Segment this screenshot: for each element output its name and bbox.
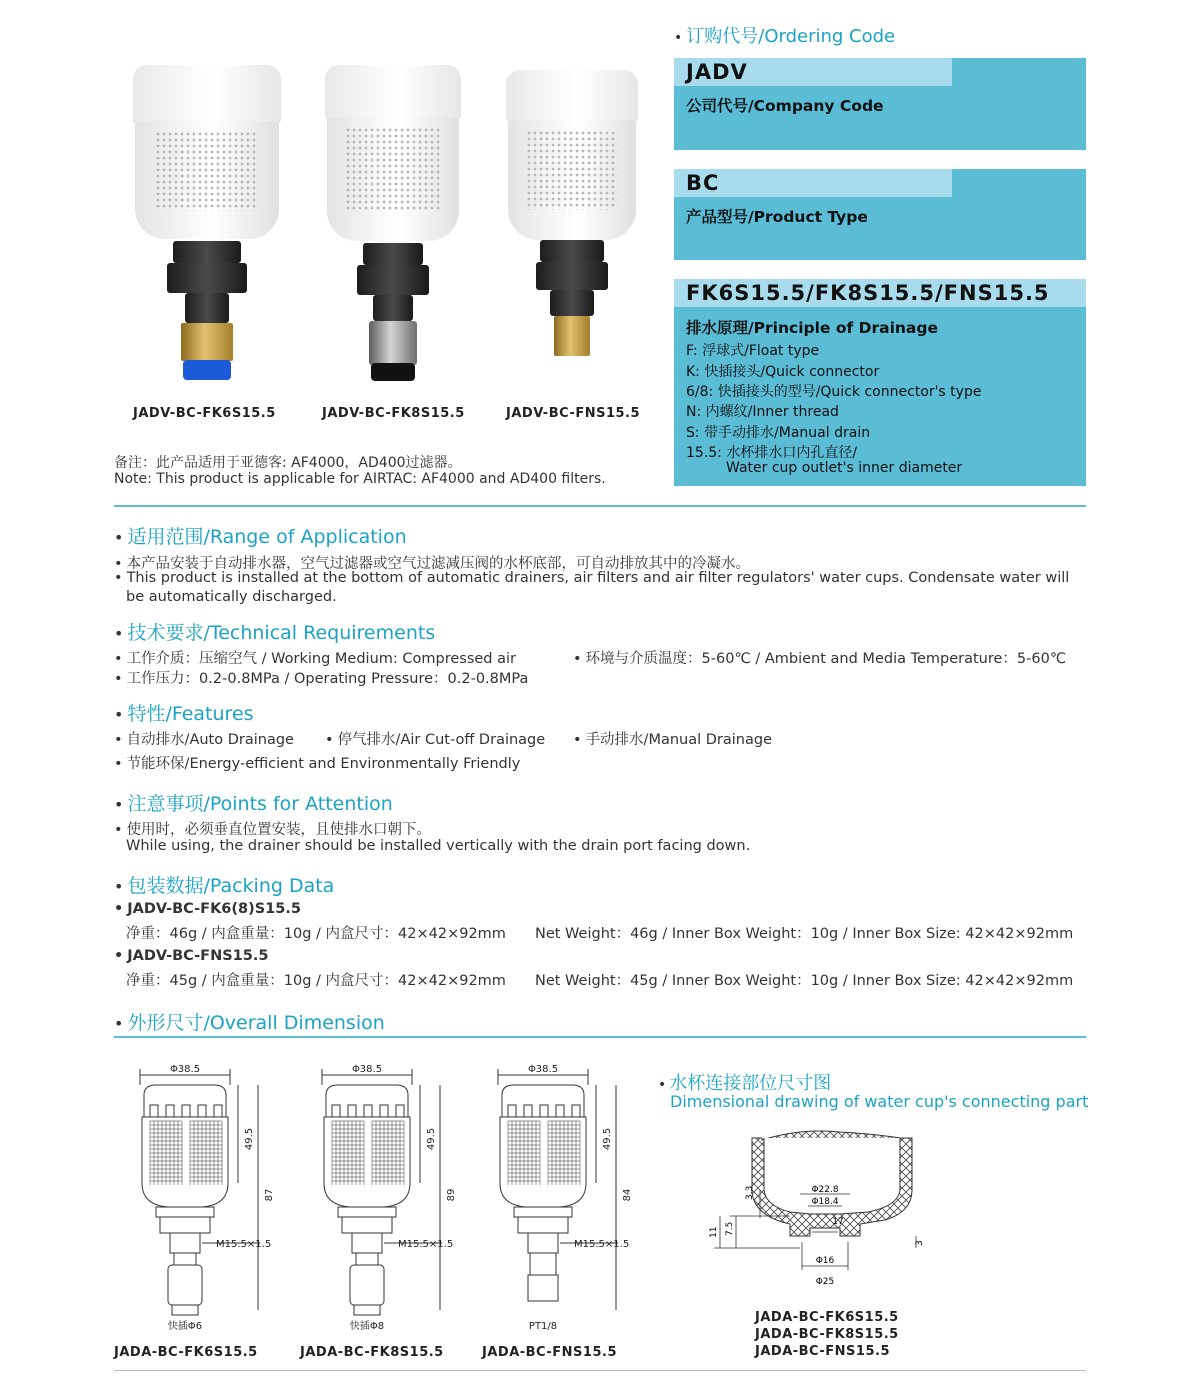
ordering-code-title: • 订购代号/Ordering Code xyxy=(674,26,896,47)
fitting-outline xyxy=(172,1305,198,1315)
fitting-outline xyxy=(354,1305,380,1315)
cup-title-cn: • 水杯连接部位尺寸图 xyxy=(658,1073,832,1094)
divider xyxy=(114,1036,1086,1038)
product-label-fk8: JADV-BC-FK8S15.5 xyxy=(322,406,465,421)
cup-title-cn-text: 水杯连接部位尺寸图 xyxy=(669,1073,832,1094)
note-en: Note: This product is applicable for AIRTAC: AF4000 and AD400 filters. xyxy=(114,471,606,487)
cap-tooth xyxy=(150,1105,158,1117)
technical-title: • 技术要求/Technical Requirements xyxy=(114,622,436,644)
cap-tooth xyxy=(572,1105,580,1117)
cap-tooth xyxy=(556,1105,564,1117)
drainage-item: K: 快插接头/Quick connector xyxy=(686,364,880,380)
cup-caption-1: JADA-BC-FK6S15.5 xyxy=(755,1310,899,1325)
drainage-item: 6/8: 快插接头的型号/Quick connector's type xyxy=(686,384,982,400)
dim-height2-label: 89 xyxy=(446,1188,457,1202)
tech-pressure: • 工作压力：0.2-0.8MPa / Operating Pressure：0.2-0.8MPa xyxy=(114,671,529,687)
packing-en-2: Net Weight：45g / Inner Box Weight：10g / Inner Box Size: 42×42×92mm xyxy=(535,973,1074,989)
cup-dim-v3: 11 xyxy=(709,1226,719,1238)
fitting-outline xyxy=(530,1253,556,1275)
attention-cn-text: 使用时，必须垂直位置安装，且使排水口朝下。 xyxy=(126,822,432,838)
product-label-fns: JADV-BC-FNS15.5 xyxy=(506,406,641,421)
packing-model-2: • JADV-BC-FNS15.5 xyxy=(114,948,269,964)
dim-height1-label: 49.5 xyxy=(602,1127,613,1151)
nut-outline xyxy=(518,1217,568,1233)
attention-title: • 注意事项/Points for Attention xyxy=(114,793,393,815)
dim-thread-label: M15.5×1.5 xyxy=(574,1239,630,1250)
application-cn-text: 本产品安装于自动排水器，空气过滤器或空气过滤减压阀的水杯底部，可自动排放其中的冷凝水。 xyxy=(126,556,751,572)
dim-top-label: Φ38.5 xyxy=(169,1064,201,1075)
cap-tooth xyxy=(348,1105,356,1117)
features-title-text: 特性/Features xyxy=(127,703,254,725)
cap-tooth xyxy=(364,1105,372,1117)
cap-tooth xyxy=(332,1105,340,1117)
packing-cn-2: 净重：45g / 内盒重量：10g / 内盒尺寸：42×42×92mm xyxy=(126,973,506,989)
packing-model-1: • JADV-BC-FK6(8)S15.5 xyxy=(114,901,301,917)
features-title: • 特性/Features xyxy=(114,703,254,725)
drainage-code-value: FK6S15.5/FK8S15.5/FNS15.5 xyxy=(674,279,1086,307)
dimension-title: • 外形尺寸/Overall Dimension xyxy=(114,1012,385,1034)
body-outline xyxy=(142,1117,228,1207)
product-label-fk6: JADV-BC-FK6S15.5 xyxy=(133,406,276,421)
packing-en-1: Net Weight：46g / Inner Box Weight：10g / Inner Box Size: 42×42×92mm xyxy=(535,926,1074,942)
cap-tooth xyxy=(508,1105,516,1117)
drainage-item: S: 带手动排水/Manual drain xyxy=(686,425,871,441)
dim-bottom-label: PT1/8 xyxy=(528,1321,558,1332)
dim-height2-label: 84 xyxy=(622,1188,633,1202)
ordering-code-title-text: 订购代号/Ordering Code xyxy=(686,26,896,47)
thread-outline xyxy=(528,1233,558,1253)
feature-text: 手动排水/Manual Drainage xyxy=(585,732,772,748)
company-code-block xyxy=(674,58,1086,150)
application-cn: • 本产品安装于自动排水器，空气过滤器或空气过滤减压阀的水杯底部，可自动排放其中的冷凝水。 xyxy=(114,556,751,572)
product-type-label: 产品型号/Product Type xyxy=(686,208,868,226)
application-title: • 适用范围/Range of Application xyxy=(114,526,407,548)
product-type-block xyxy=(674,169,1086,260)
cup-caption-3: JADA-BC-FNS15.5 xyxy=(755,1344,890,1359)
drawing-caption-3: JADA-BC-FNS15.5 xyxy=(482,1345,617,1360)
dimension-drawing-1 xyxy=(110,1055,300,1340)
tech-temp: • 环境与介质温度：5-60℃ / Ambient and Media Temperature：5-60℃ xyxy=(573,651,1067,667)
application-title-text: 适用范围/Range of Application xyxy=(127,526,407,548)
cup-caption-2: JADA-BC-FK8S15.5 xyxy=(755,1327,899,1342)
feature-text: 停气排水/Air Cut-off Drainage xyxy=(337,732,546,748)
application-en-text: This product is installed at the bottom of automatic drainers, air filters and air filter regulators' water cups. Condensate water will xyxy=(126,570,1070,586)
fitting-outline xyxy=(168,1265,202,1305)
feature-item: • 自动排水/Auto Drainage xyxy=(114,732,294,748)
company-code-label: 公司代号/Company Code xyxy=(686,97,884,115)
product-image-fk8 xyxy=(325,65,461,385)
body-outline xyxy=(500,1117,586,1207)
attention-en: While using, the drainer should be installed vertically with the drain port facing down. xyxy=(126,838,751,854)
drainage-item: Water cup outlet's inner diameter xyxy=(726,460,963,476)
application-en: • This product is installed at the bottom of automatic drainers, air filters and air filter regulators' water cups. Condensate water will xyxy=(114,570,1070,586)
company-code-value: JADV xyxy=(674,58,952,86)
product-type-value: BC xyxy=(674,169,952,197)
drainage-item: 15.5: 水杯排水口内孔直径/ xyxy=(686,445,858,461)
packing-cn-1: 净重：46g / 内盒重量：10g / 内盒尺寸：42×42×92mm xyxy=(126,926,506,942)
tech-medium-text: 工作介质：压缩空气 / Working Medium: Compressed air xyxy=(126,651,516,667)
thread-outline xyxy=(170,1233,200,1253)
feature-text: 自动排水/Auto Drainage xyxy=(126,732,294,748)
dimension-drawing-2 xyxy=(292,1055,482,1340)
nut-outline xyxy=(160,1217,210,1233)
product-image-fk6 xyxy=(133,65,281,385)
fitting-outline xyxy=(356,1253,378,1265)
drainage-item: N: 内螺纹/Inner thread xyxy=(686,404,839,420)
tech-pressure-text: 工作压力：0.2-0.8MPa / Operating Pressure：0.2-0.8MPa xyxy=(126,671,529,687)
nut-outline xyxy=(156,1207,214,1217)
dim-top-label: Φ38.5 xyxy=(527,1064,559,1075)
cup-dim-v1: 3.3 xyxy=(745,1185,755,1200)
cap-tooth xyxy=(396,1105,404,1117)
dim-height1-label: 49.5 xyxy=(244,1127,255,1151)
cup-dim-d2: Φ18.4 xyxy=(811,1197,839,1207)
cap-tooth xyxy=(166,1105,174,1117)
cup-dim-v2: 7.5 xyxy=(725,1221,735,1236)
drainage-label: 排水原理/Principle of Drainage xyxy=(686,319,939,337)
fitting-outline xyxy=(350,1265,384,1305)
dim-bottom-label: 快插Φ8 xyxy=(349,1321,385,1332)
cup-connection-drawing xyxy=(690,1120,930,1305)
cap-tooth xyxy=(524,1105,532,1117)
feature-item: • 停气排水/Air Cut-off Drainage xyxy=(325,732,546,748)
nut-outline xyxy=(338,1207,396,1217)
packing-model-text: JADV-BC-FK6(8)S15.5 xyxy=(127,901,301,917)
tech-temp-text: 环境与介质温度：5-60℃ / Ambient and Media Temperature：5-60℃ xyxy=(585,651,1067,667)
packing-title: • 包装数据/Packing Data xyxy=(114,875,335,897)
cap-tooth xyxy=(540,1105,548,1117)
cup-dim-d1: Φ22.8 xyxy=(811,1185,839,1195)
cup-dim-d5: Φ25 xyxy=(815,1277,835,1287)
cap-tooth xyxy=(380,1105,388,1117)
packing-model-text: JADV-BC-FNS15.5 xyxy=(127,948,269,964)
drawing-caption-1: JADA-BC-FK6S15.5 xyxy=(114,1345,258,1360)
attention-title-text: 注意事项/Points for Attention xyxy=(127,793,393,815)
packing-title-text: 包装数据/Packing Data xyxy=(127,875,335,897)
body-outline xyxy=(324,1117,410,1207)
product-image-fns xyxy=(506,70,638,370)
feature-text: 节能环保/Energy-efficient and Environmentally Friendly xyxy=(126,756,521,772)
cap-tooth xyxy=(182,1105,190,1117)
dim-height2-label: 87 xyxy=(264,1188,275,1202)
cap-tooth xyxy=(214,1105,222,1117)
dimension-drawing-3 xyxy=(468,1055,658,1340)
feature-item: • 手动排水/Manual Drainage xyxy=(573,732,772,748)
drawing-caption-2: JADA-BC-FK8S15.5 xyxy=(300,1345,444,1360)
cap-tooth xyxy=(198,1105,206,1117)
nut-outline xyxy=(514,1207,572,1217)
technical-title-text: 技术要求/Technical Requirements xyxy=(127,622,436,644)
fitting-outline xyxy=(528,1275,558,1301)
thread-outline xyxy=(352,1233,382,1253)
dimension-title-text: 外形尺寸/Overall Dimension xyxy=(127,1012,385,1034)
cup-title-en: Dimensional drawing of water cup's connecting part xyxy=(670,1092,1089,1111)
application-en-2: be automatically discharged. xyxy=(126,589,337,605)
nut-outline xyxy=(342,1217,392,1233)
dim-thread-label: M15.5×1.5 xyxy=(398,1239,454,1250)
dim-top-label: Φ38.5 xyxy=(351,1064,383,1075)
note-cn: 备注：此产品适用于亚德客: AF4000，AD400过滤器。 xyxy=(114,455,462,471)
tech-medium: • 工作介质：压缩空气 / Working Medium: Compressed air xyxy=(114,651,516,667)
attention-cn: • 使用时，必须垂直位置安装，且使排水口朝下。 xyxy=(114,822,432,838)
cup-dim-v4: 3 xyxy=(915,1240,925,1246)
cup-dim-d3: 17 xyxy=(832,1217,844,1227)
dim-thread-label: M15.5×1.5 xyxy=(216,1239,272,1250)
cup-dim-d4: Φ16 xyxy=(815,1256,835,1266)
dim-height1-label: 49.5 xyxy=(426,1127,437,1151)
bottom-rule xyxy=(114,1370,1086,1371)
drainage-item: F: 浮球式/Float type xyxy=(686,343,820,359)
drainage-block xyxy=(674,279,1086,486)
divider xyxy=(114,505,1086,507)
feature-item: • 节能环保/Energy-efficient and Environmentally Friendly xyxy=(114,756,521,772)
fitting-outline xyxy=(174,1253,196,1265)
dim-bottom-label: 快插Φ6 xyxy=(167,1321,203,1332)
